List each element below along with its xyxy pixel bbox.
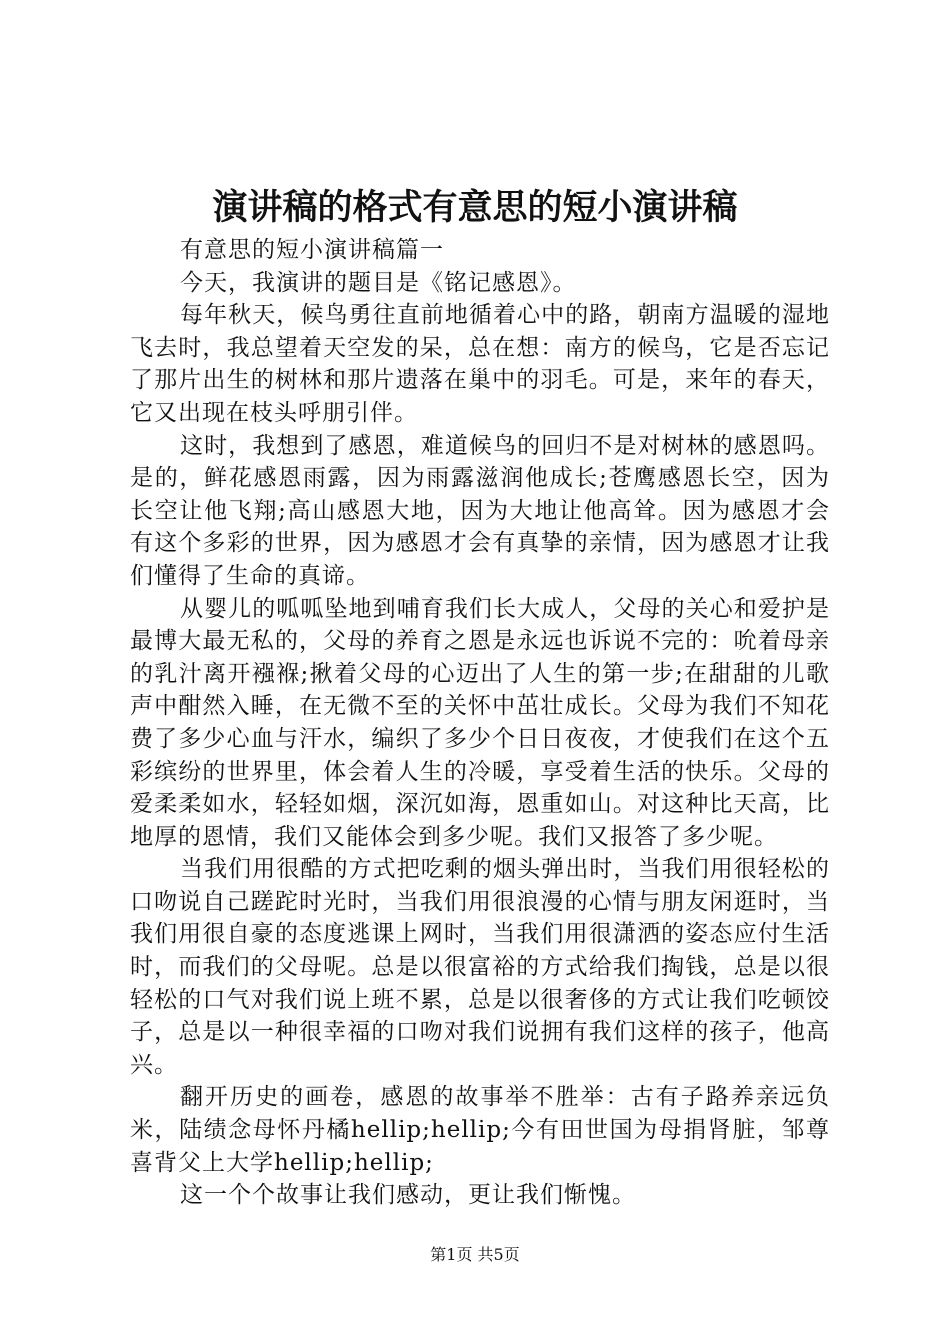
body-paragraph: 每年秋天，候鸟勇往直前地循着心中的路，朝南方温暖的湿地飞去时，我总望着天空发的呆，总在想：南方的候鸟，它是否忘记了那片出生的树林和那片遗落在巢中的羽毛。可是，来年的春天，它又出现在枝头呼朋引伴。: [130, 302, 830, 426]
body-paragraph: 这一个个故事让我们感动，更让我们惭愧。: [180, 1182, 636, 1209]
body-paragraph: 这时，我想到了感恩，难道候鸟的回归不是对树林的感恩吗。是的，鲜花感恩雨露，因为雨露滋润他成长;苍鹰感恩长空，因为长空让他飞翔;高山感恩大地，因为大地让他高耸。因为感恩才会有这个多彩的世界，因为感恩才会有真挚的亲情，因为感恩才让我们懂得了生命的真谛。: [130, 432, 830, 589]
document-body: [130, 234, 830, 1212]
body-paragraph: 当我们用很酷的方式把吃剩的烟头弹出时，当我们用很轻松的口吻说自己蹉跎时光时，当我们用很浪漫的心情与朋友闲逛时，当我们用很自豪的态度逃课上网时，当我们用很潇洒的姿态应付生活时，而我们的父母呢。总是以很富裕的方式给我们掏钱，总是以很轻松的口气对我们说上班不累，总是以很奢侈的方式让我们吃顿饺子，总是以一种很幸福的口吻对我们说拥有我们这样的孩子，他高兴。: [130, 856, 830, 1078]
subtitle-paragraph: 有意思的短小演讲稿篇一: [180, 237, 444, 263]
body-paragraph: 今天，我演讲的题目是《铭记感恩》。: [180, 269, 577, 296]
page-number-footer: 第1页 共5页: [430, 1245, 520, 1264]
body-paragraph: 从婴儿的呱呱坠地到哺育我们长大成人，父母的关心和爱护是最博大最无私的，父母的养育之恩是永远也诉说不完的：吮着母亲的乳汁离开襁褓;揪着父母的心迈出了人生的第一步;在甜甜的儿歌声中酣然入睡，在无微不至的关怀中茁壮成长。父母为我们不知花费了多少心血与汗水，编织了多少个日日夜夜，才使我们在这个五彩缤纷的世界里，体会着人生的冷暖，享受着生活的快乐。父母的爱柔柔如水，轻轻如烟，深沉如海，恩重如山。对这种比天高，比地厚的恩情，我们又能体会到多少呢。我们又报答了多少呢。: [130, 595, 830, 850]
document-title: 演讲稿的格式有意思的短小演讲稿: [212, 187, 738, 228]
body-paragraph: 翻开历史的画卷，感恩的故事举不胜举：古有子路养亲远负米，陆绩念母怀丹橘hellip;hellip;今有田世国为母捐肾脏，邹尊喜背父上大学hellip;hellip;: [130, 1084, 830, 1176]
